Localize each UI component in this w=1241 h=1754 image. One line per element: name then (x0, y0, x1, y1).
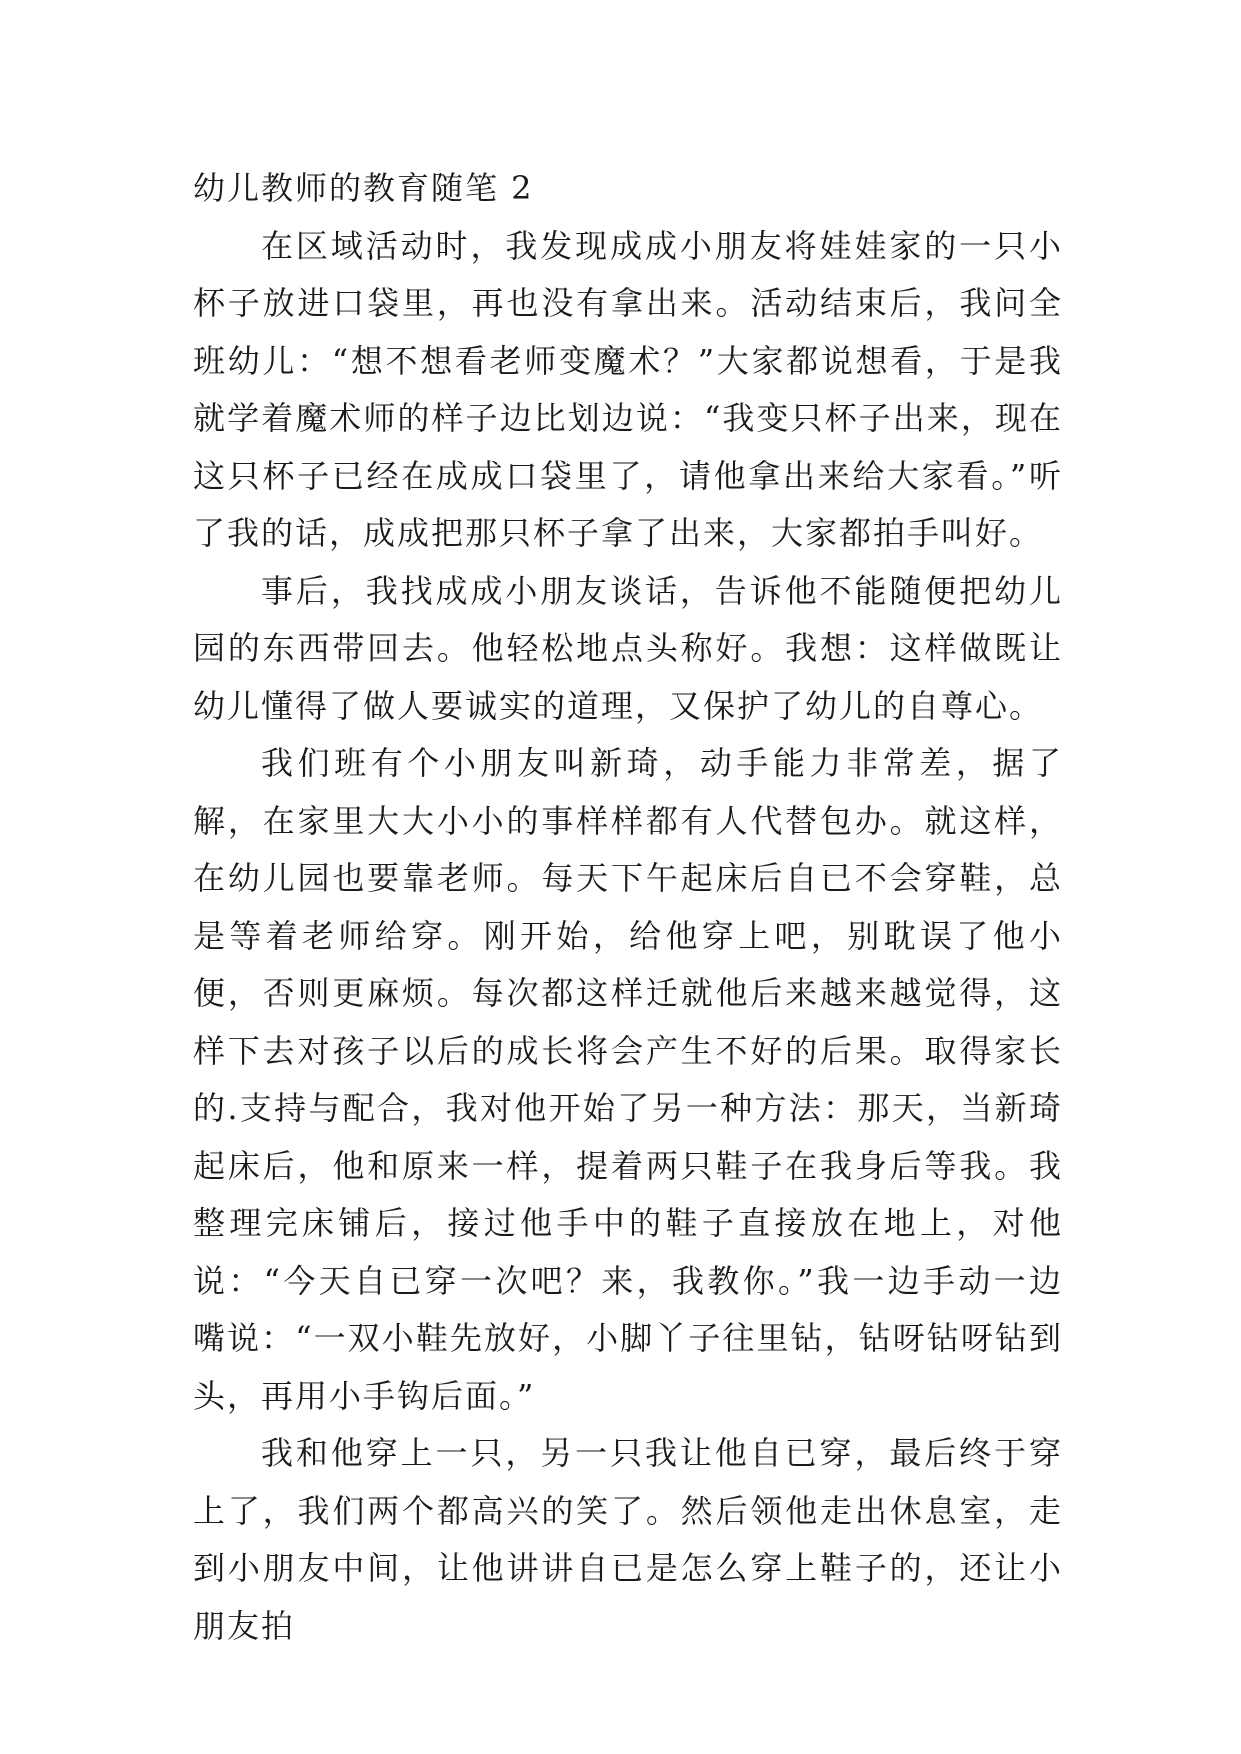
paragraph-1: 在区域活动时，我发现成成小朋友将娃娃家的一只小杯子放进口袋里，再也没有拿出来。活动结束后，我问全班幼儿：“想不想看老师变魔术？”大家都说想看，于是我就学着魔术师的样子边比划边说：“我变只杯子出来，现在这只杯子已经在成成口袋里了，请他拿出来给大家看。”听了我的话，成成把那只杯子拿了出来，大家都拍手叫好。 (193, 226, 1063, 552)
paragraph-3: 我们班有个小朋友叫新琦，动手能力非常差，据了解，在家里大大小小的事样样都有人代替包办。就这样，在幼儿园也要靠老师。每天下午起床后自已不会穿鞋，总是等着老师给穿。刚开始，给他穿上吧，别耽误了他小便，否则更麻烦。每次都这样迁就他后来越来越觉得，这样下去对孩子以后的成长将会产生不好的后果。取得家长的.支持与配合，我对他开始了另一种方法：那天，当新琦起床后，他和原来一样，提着两只鞋子在我身后等我。我整理完床铺后，接过他手中的鞋子直接放在地上，对他说：“今天自已穿一次吧？来，我教你。”我一边手动一边嘴说：“一双小鞋先放好，小脚丫子往里钻，钻呀钻呀钻到头，再用小手钩后面。” (193, 744, 1063, 1415)
document-title: 幼儿教师的教育随笔 2 (193, 169, 534, 207)
paragraph-2: 事后，我找成成小朋友谈话，告诉他不能随便把幼儿园的东西带回去。他轻松地点头称好。我想：这样做既让幼儿懂得了做人要诚实的道理，又保护了幼儿的自尊心。 (193, 571, 1063, 725)
document-body (193, 160, 1063, 1655)
paragraph-4: 我和他穿上一只，另一只我让他自已穿，最后终于穿上了，我们两个都高兴的笑了。然后领他走出休息室，走到小朋友中间，让他讲讲自已是怎么穿上鞋子的，还让小朋友拍 (193, 1434, 1063, 1645)
